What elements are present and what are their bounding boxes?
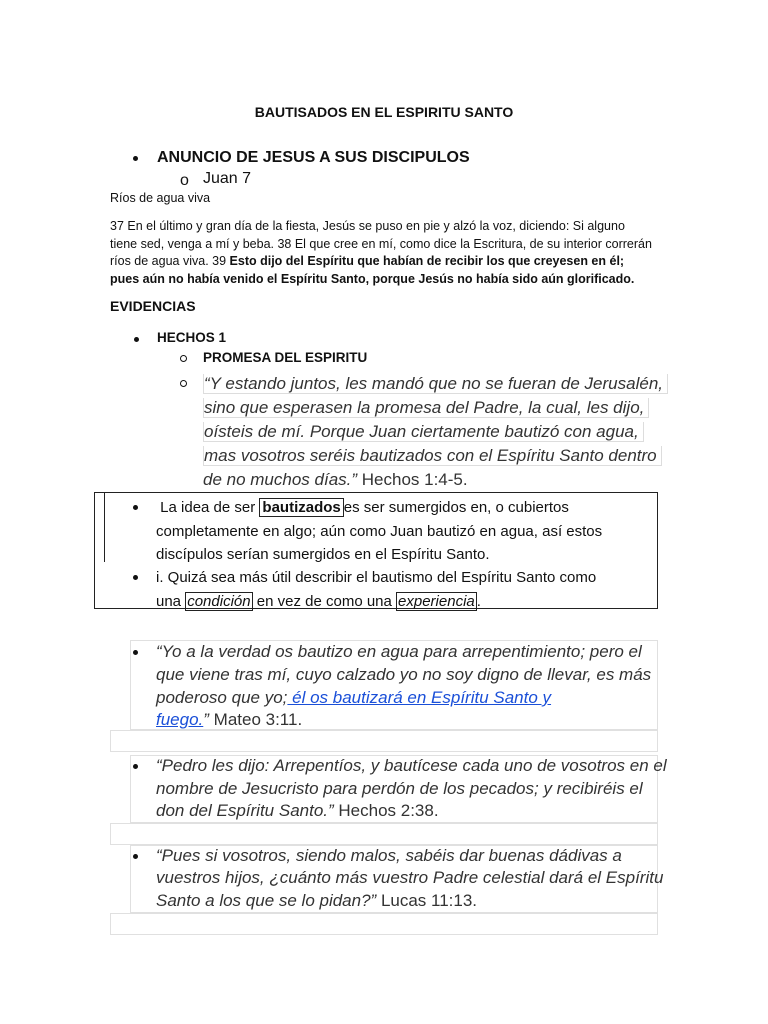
quote-line: “Pedro les dijo: Arrepentíos, y bautícese cada uno de vosotros en el xyxy=(156,756,667,775)
evidencias-heading: EVIDENCIAS xyxy=(110,298,196,314)
spacer-box xyxy=(110,913,658,935)
quote-line: mas vosotros seréis bautizados con el Espíritu Santo dentro xyxy=(203,444,662,468)
quote-line: que viene tras mí, cuyo calzado yo no soy digno de llevar, es más xyxy=(156,665,652,684)
sub-heading: Juan 7 xyxy=(203,170,252,187)
keyword-condicion: condición xyxy=(187,593,251,610)
promesa-heading: PROMESA DEL ESPIRITU xyxy=(203,350,368,365)
bullet-icon xyxy=(133,764,138,769)
bullet-icon xyxy=(133,575,138,580)
bullet-icon xyxy=(133,854,138,859)
keyword-bautizados: bautizados xyxy=(259,498,343,517)
circle-bullet-icon xyxy=(180,355,187,362)
quote-line: “Yo a la verdad os bautizo en agua para arrepentimiento; pero el xyxy=(156,642,642,661)
box-divider xyxy=(104,492,105,562)
quote-line: de no muchos días.” Hechos 1:4-5. xyxy=(203,470,468,489)
scripture-link[interactable]: fuego. xyxy=(156,710,204,729)
quote-line: sino que esperasen la promesa del Padre, la cual, les dijo, xyxy=(203,396,649,420)
keyword-experiencia: experiencia xyxy=(398,593,475,610)
quote-line: “Y estando juntos, les mandó que no se fueran de Jerusalén, xyxy=(203,372,668,396)
bullet-icon xyxy=(133,156,138,161)
scripture-link[interactable]: él os bautizará en Espíritu Santo y xyxy=(287,688,552,707)
caption: Ríos de agua viva xyxy=(110,191,211,205)
quote-line: Santo a los que se lo pidan?” Lucas 11:13. xyxy=(156,891,478,910)
spacer-box xyxy=(110,730,658,752)
box-item-line: discípulos serían sumergidos en el Espíritu Santo. xyxy=(156,546,490,563)
quote-line: nombre de Jesucristo para perdón de los pecados; y recibiréis el xyxy=(156,779,643,798)
box-item-line: i. Quizá sea más útil describir el bautismo del Espíritu Santo como xyxy=(156,569,597,586)
bullet-icon xyxy=(133,505,138,510)
hechos-heading: HECHOS 1 xyxy=(157,330,227,345)
quote-line: fuego.” Mateo 3:11. xyxy=(156,710,303,729)
section-heading: ANUNCIO DE JESUS A SUS DISCIPULOS xyxy=(157,149,470,166)
bullet-icon xyxy=(133,650,138,655)
box-item-line: completamente en algo; aún como Juan bautizó en agua, así estos xyxy=(156,523,603,540)
quote-line: vuestros hijos, ¿cuánto más vuestro Padre celestial dará el Espíritu xyxy=(156,868,664,887)
quote-line: “Pues si vosotros, siendo malos, sabéis dar buenas dádivas a xyxy=(156,846,622,865)
quote-line: poderoso que yo; él os bautizará en Espíritu Santo y xyxy=(156,688,552,707)
quote-line: oísteis de mí. Porque Juan ciertamente bautizó con agua, xyxy=(203,420,644,444)
paragraph-text: 37 En el último y gran día de la fiesta, Jesús se puso en pie y alzó la voz, diciendo: Si alguno tiene sed, venga a mí y beba. 38 El que cree en mí, como dice la Escritura, de su interior correrán ríos de agua viva. 39 xyxy=(110,219,652,268)
quote-line: don del Espíritu Santo.” Hechos 2:38. xyxy=(156,801,439,820)
scripture-paragraph xyxy=(110,218,655,288)
box-item-line: una condición en vez de como una experiencia . xyxy=(156,593,481,610)
box-item-line: La idea de ser bautizados es ser sumergidos en, o cubiertos xyxy=(160,499,569,516)
circle-bullet-icon xyxy=(180,380,187,387)
paragraph-bold-text: Esto dijo del Espíritu que habían de recibir los que creyesen en él; pues aún no había venido el Espíritu Santo, porque Jesús no había sido aún glorificado. xyxy=(110,254,635,286)
sub-bullet-marker: o xyxy=(180,172,189,189)
spacer-box xyxy=(110,823,658,845)
document-title: BAUTISADOS EN EL ESPIRITU SANTO xyxy=(254,104,514,120)
bullet-icon xyxy=(134,337,139,342)
